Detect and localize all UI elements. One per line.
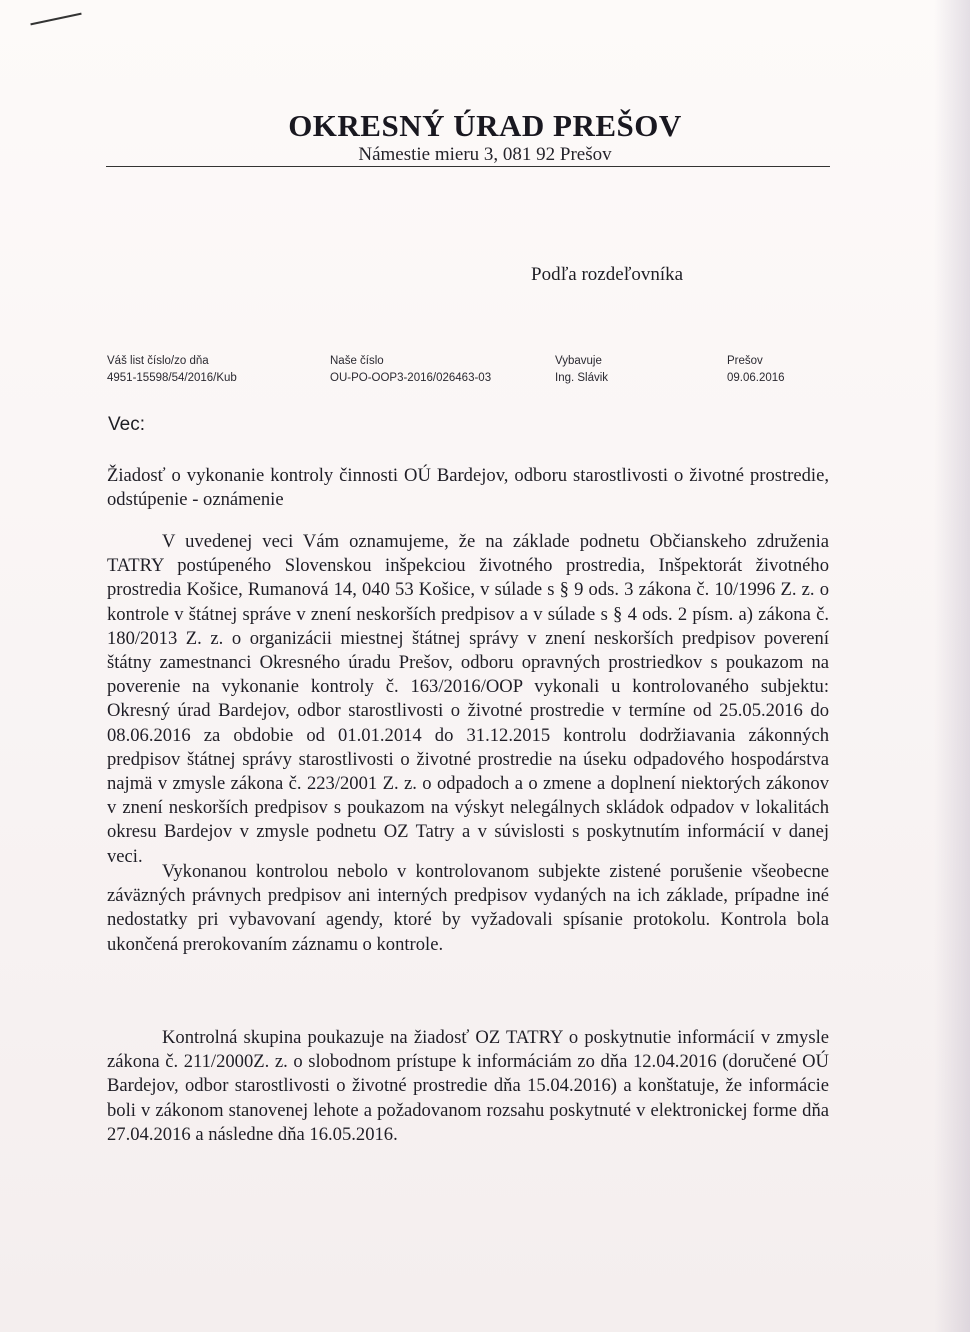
office-title: OKRESNÝ ÚRAD PREŠOV — [288, 108, 682, 143]
ref-your-letter-value: 4951-15598/54/2016/Kub — [107, 372, 237, 384]
body-paragraph-1: V uvedenej veci Vám oznamujeme, že na základe podnetu Občianskeho združenia TATRY postúpeného Slovenskou inšpekciou životného prostredia, Inšpektorát životného prostredia Košice, Rumanová 14, 040 53 Košice, v súlade s § 9 ods. 3 zákona č. 10/1996 Z. z. o kontrole v štátnej správe v znení neskorších predpisov a v súlade s § 4 ods. 2 písm. a) zákona č. 180/2013 Z. z. o organizácii miestnej štátnej správy v znení neskorších predpisov poverení štátny zamestnanci Okresného úradu Prešov, odboru opravných prostriedkov s poukazom na poverenie na vykonanie kontroly č. 163/2016/OOP vykonali u kontrolovaného subjektu: Okresný úrad Bardejov, odbor starostlivosti o životné prostredie v termíne od 25.05.2016 do 08.06.2016 za obdobie od 01.01.2014 do 31.12.2015 kontrolu dodržiavania zákonných predpisov štátnej správy starostlivosti o životné prostredie na úseku odpadového hospodárstva najmä v zmysle zákona č. 223/2001 Z. z. o odpadoch a o zmene a doplnení niektorých zákonov v znení neskorších predpisov s poukazom na výskyt nelegálnych skládok odpadov v lokalitách okresu Bardejov v zmysle podnetu OZ Tatry a v súvislosti s poskytnutím informácií v danej veci. — [107, 531, 829, 867]
ref-our-number — [330, 353, 491, 387]
ref-handled-by-value: Ing. Slávik — [555, 372, 609, 384]
recipient-line: Podľa rozdeľovníka — [531, 264, 684, 285]
pen-mark — [30, 13, 81, 26]
ref-your-letter — [107, 353, 237, 387]
subject-text: Žiadosť o vykonanie kontroly činnosti OÚ Bardejov, odboru starostlivosti o životné prostredie, odstúpenie - oznámenie — [107, 465, 829, 511]
ref-place-date-value: 09.06.2016 — [727, 372, 785, 384]
ref-handled-by-label: Vybavuje — [555, 355, 602, 367]
ref-our-number-label: Naše číslo — [330, 355, 384, 367]
ref-your-letter-label: Váš list číslo/zo dňa — [107, 355, 209, 367]
body-paragraph-3: Kontrolná skupina poukazuje na žiadosť OZ TATRY o poskytnutie informácií v zmysle zákona č. 211/2000Z. z. o slobodnom prístupe k informáciám zo dňa 12.04.2016 (doručené OÚ Bardejov, odbor starostlivosti o životné prostredie dňa 15.04.2016) a konštatuje, že informácie boli v zákonom stanovenej lehote a požadovanom rozsahu poskytnuté v elektronickej forme dňa 27.04.2016 a následne dňa 16.05.2016. — [107, 1027, 829, 1145]
office-address: Námestie mieru 3, 081 92 Prešov — [358, 144, 612, 165]
header-divider — [106, 166, 830, 167]
ref-place-date-label: Prešov — [727, 355, 763, 367]
subject-label: Vec: — [108, 414, 145, 435]
ref-our-number-value: OU-PO-OOP3-2016/026463-03 — [330, 372, 492, 384]
page-edge-shadow — [934, 0, 970, 1332]
ref-handled-by — [555, 353, 608, 387]
ref-place-date — [727, 353, 785, 387]
body-paragraph-2: Vykonanou kontrolou nebolo v kontrolovanom subjekte zistené porušenie všeobecne záväzných právnych predpisov ani interných predpisov vydaných na ich základe, prípadne iné nedostatky pri vybavovaní agendy, ktoré by vyžadovali spísanie protokolu. Kontrola bola ukončená prerokovaním záznamu o kontrole. — [107, 861, 829, 955]
